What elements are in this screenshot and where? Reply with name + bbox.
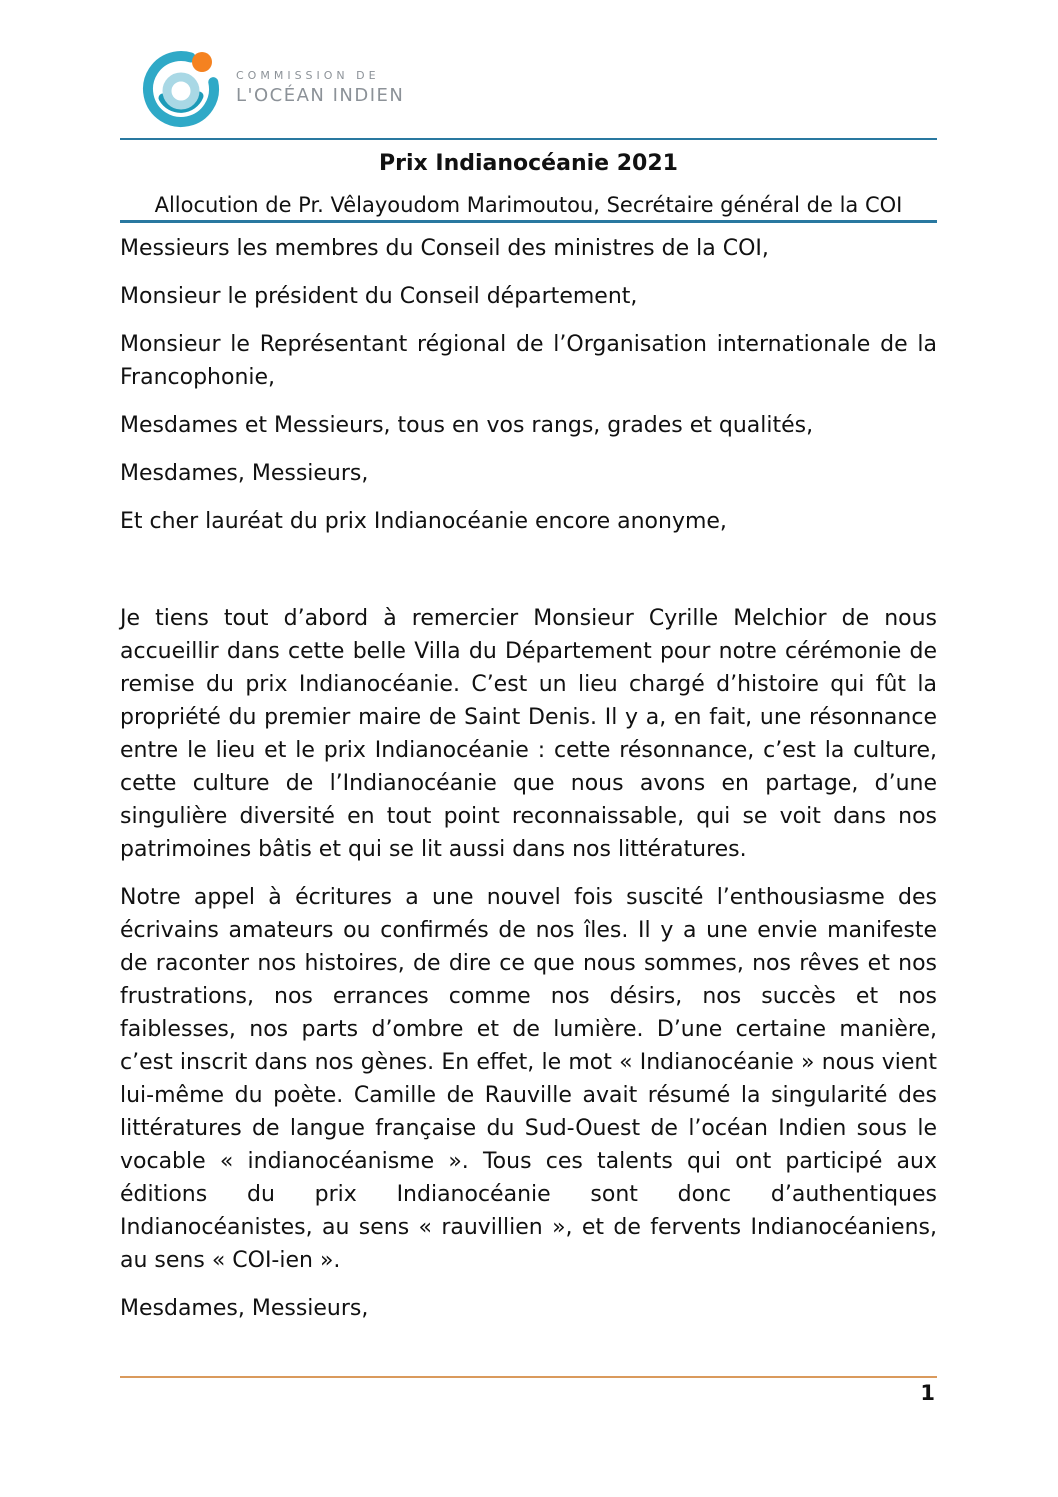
body-paragraph: Notre appel à écritures a une nouvel fois suscité l’enthousiasme des écrivains amateurs ou confirmés de nos îles. Il y a une envie manifeste de raconter nos histoires, de dire ce que nous sommes, nos rêves et nos frustrations, nos errances comme nos désirs, nos succès et nos faiblesses, nos parts d’ombre et de lumière. D’une certaine manière, c’est inscrit dans nos gènes. En effet, le mot « Indianocéanie » nous vient lui-même du poète. Camille de Rauville avait résumé la singularité des littératures de langue française du Sud-Ouest de l’océan Indien sous le vocable « indianocéanisme ». Tous ces talents qui ont participé aux éditions du prix Indianocéanie sont donc d’authentiques Indianocéanistes, au sens « rauvillien », et de fervents Indianocéaniens, au sens « COI-ien ». — [120, 885, 937, 1273]
title-block — [120, 138, 937, 223]
page-footer — [120, 1376, 937, 1405]
salutation-paragraph: Mesdames et Messieurs, tous en vos rangs, grades et qualités, — [120, 413, 814, 438]
body-paragraph: Je tiens tout d’abord à remercier Monsieur Cyrille Melchior de nous accueillir dans cette belle Villa du Département pour notre cérémonie de remise du prix Indianocéanie. C’est un lieu chargé d’histoire qui fût la propriété du premier maire de Saint Denis. Il y a, en fait, une résonnance entre le lieu et le prix Indianocéanie : cette résonnance, c’est la culture, cette culture de l’Indianocéanie que nous avons en partage, d’une singulière diversité en tout point reconnaissable, qui se voit dans nos patrimoines bâtis et qui se lit aussi dans nos littératures. — [120, 606, 937, 862]
footer-rule — [120, 1376, 937, 1378]
logo-text-line2: L'OCÉAN INDIEN — [236, 84, 405, 106]
salutation-paragraph: Monsieur le Représentant régional de l’Organisation internationale de la Francophonie, — [120, 332, 937, 390]
logo-text-line1: COMMISSION DE — [236, 68, 380, 82]
salutation-paragraph: Et cher lauréat du prix Indianocéanie encore anonyme, — [120, 509, 727, 534]
coi-logo — [140, 46, 404, 128]
document-content — [120, 138, 937, 1340]
salutation-paragraph: Messieurs les membres du Conseil des ministres de la COI, — [120, 236, 769, 261]
coi-logo-icon — [140, 46, 222, 128]
page-number: 1 — [920, 1381, 935, 1405]
logo-wordmark — [236, 69, 404, 106]
document-title: Prix Indianocéanie 2021 — [379, 151, 678, 176]
document-body — [120, 232, 937, 1325]
document-subtitle: Allocution de Pr. Vêlayoudom Marimoutou, Secrétaire général de la COI — [154, 193, 903, 217]
salutation-paragraph: Monsieur le président du Conseil département, — [120, 284, 638, 309]
salutation-paragraph: Mesdames, Messieurs, — [120, 1296, 369, 1321]
salutation-paragraph: Mesdames, Messieurs, — [120, 461, 369, 486]
